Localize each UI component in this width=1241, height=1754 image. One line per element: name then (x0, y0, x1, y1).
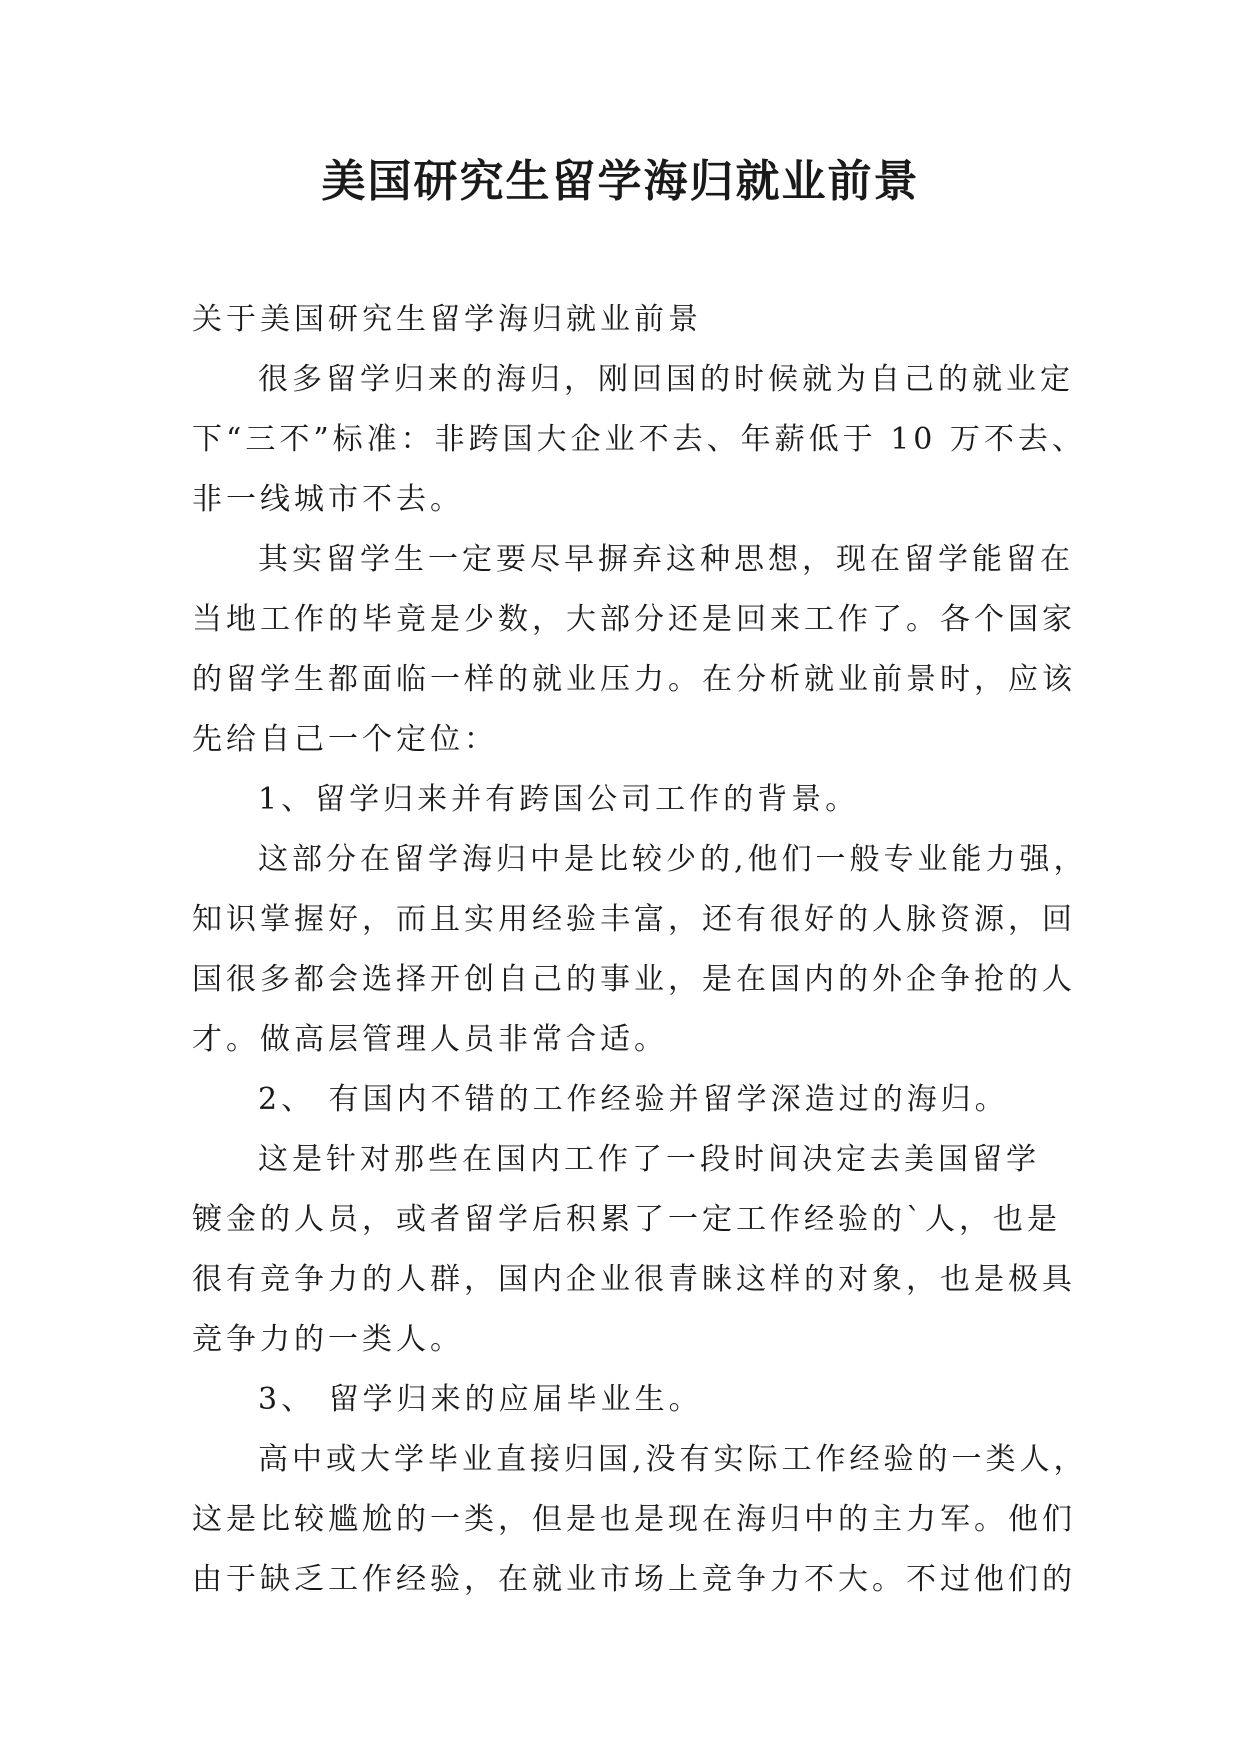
document-title: 美国研究生留学海归就业前景 (321, 156, 920, 207)
text-line: 这部分在留学海归中是比较少的,他们一般专业能力强， (258, 842, 1088, 877)
text-line: 知识掌握好，而且实用经验丰富，还有很好的人脉资源，回 (192, 902, 1076, 937)
text-line: 下“三不”标准：非跨国大企业不去、年薪低于 10 万不去、 (192, 422, 1086, 457)
text-line: 这是针对那些在国内工作了一段时间决定去美国留学 (258, 1142, 1040, 1177)
text-line: 3、 留学归来的应届毕业生。 (258, 1382, 703, 1417)
text-line: 很有竞争力的人群，国内企业很青睐这样的对象，也是极具 (192, 1262, 1076, 1297)
document-body (192, 290, 1088, 1610)
text-line: 镀金的人员，或者留学后积累了一定工作经验的`人，也是 (192, 1202, 1061, 1237)
text-line: 关于美国研究生留学海归就业前景 (192, 302, 702, 337)
text-line: 由于缺乏工作经验，在就业市场上竞争力不大。不过他们的 (192, 1562, 1076, 1597)
text-line: 国很多都会选择开创自己的事业，是在国内的外企争抢的人 (192, 962, 1076, 997)
text-line: 当地工作的毕竟是少数，大部分还是回来工作了。各个国家 (192, 602, 1076, 637)
text-line: 其实留学生一定要尽早摒弃这种思想，现在留学能留在 (258, 542, 1074, 577)
text-line: 的留学生都面临一样的就业压力。在分析就业前景时，应该 (192, 662, 1076, 697)
text-line: 才。做高层管理人员非常合适。 (192, 1022, 668, 1057)
text-line: 竞争力的一类人。 (192, 1322, 464, 1357)
text-line: 1、留学归来并有跨国公司工作的背景。 (258, 782, 860, 817)
text-line: 非一线城市不去。 (192, 482, 464, 517)
text-line: 高中或大学毕业直接归国,没有实际工作经验的一类人， (258, 1442, 1088, 1477)
text-line: 先给自己一个定位： (192, 722, 498, 757)
text-line: 很多留学归来的海归，刚回国的时候就为自己的就业定 (258, 362, 1074, 397)
text-line: 这是比较尴尬的一类，但是也是现在海归中的主力军。他们 (192, 1502, 1076, 1537)
text-line: 2、 有国内不错的工作经验并留学深造过的海归。 (258, 1082, 1009, 1117)
